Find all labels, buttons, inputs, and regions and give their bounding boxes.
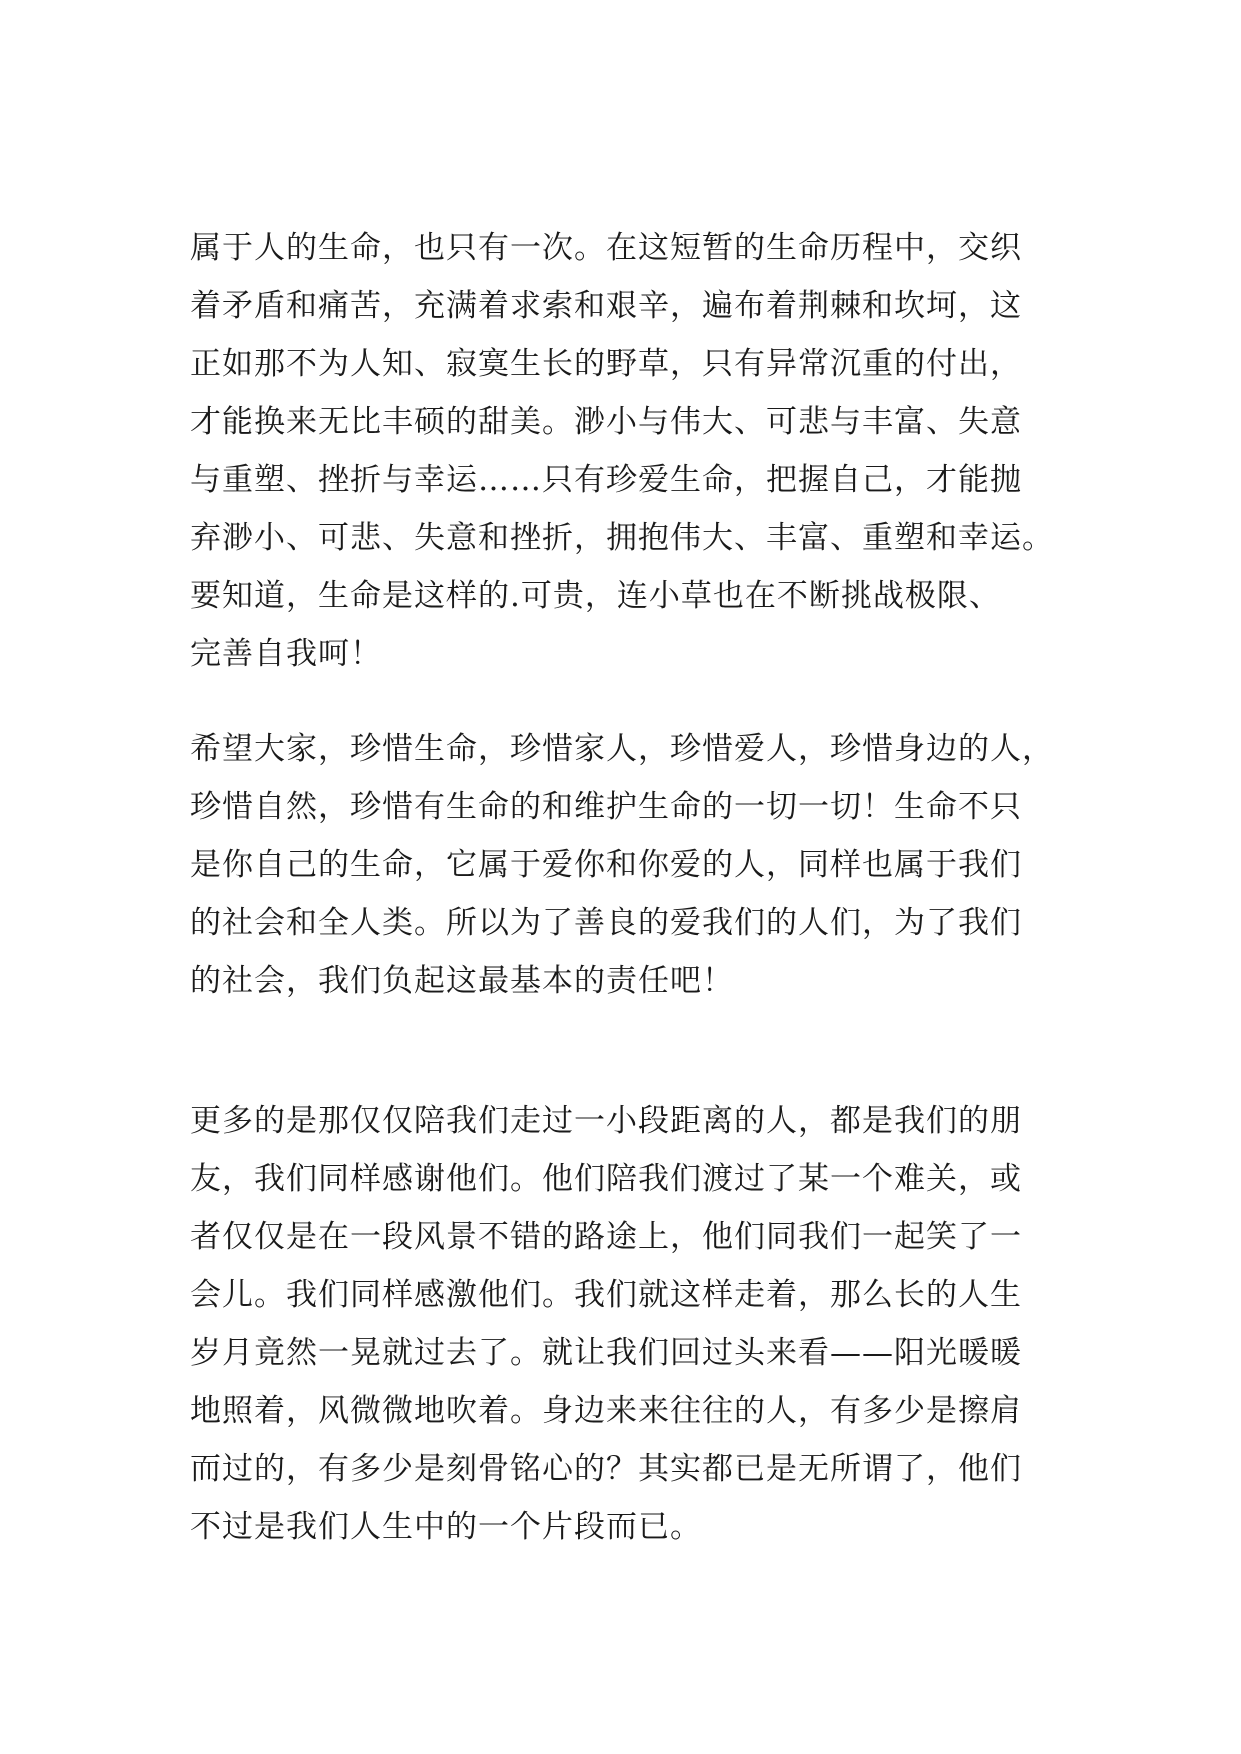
text-line: 会儿。我们同样感激他们。我们就这样走着，那么长的人生 bbox=[190, 1277, 1022, 1313]
paragraph-1 bbox=[190, 219, 1070, 683]
text-line: 要知道，生命是这样的.可贵，连小草也在不断挑战极限、 bbox=[190, 578, 1001, 614]
text-line: 地照着，风微微地吹着。身边来来往往的人，有多少是擦肩 bbox=[190, 1393, 1022, 1429]
text-line: 是你自己的生命，它属于爱你和你爱的人，同样也属于我们 bbox=[190, 847, 1022, 883]
text-line: 属于人的生命，也只有一次。在这短暂的生命历程中，交织 bbox=[190, 230, 1022, 266]
text-line: 与重塑、挫折与幸运……只有珍爱生命，把握自己，才能抛 bbox=[190, 462, 1022, 498]
text-line: 不过是我们人生中的一个片段而已。 bbox=[190, 1509, 702, 1545]
text-line: 者仅仅是在一段风景不错的路途上，他们同我们一起笑了一 bbox=[190, 1219, 1022, 1255]
text-line: 友，我们同样感谢他们。他们陪我们渡过了某一个难关，或 bbox=[190, 1161, 1022, 1197]
text-line: 弃渺小、可悲、失意和挫折，拥抱伟大、丰富、重塑和幸运。 bbox=[190, 520, 1054, 556]
text-line: 珍惜自然，珍惜有生命的和维护生命的一切一切！生命不只 bbox=[190, 789, 1022, 825]
text-line: 而过的，有多少是刻骨铭心的？其实都已是无所谓了，他们 bbox=[190, 1451, 1022, 1487]
text-line: 正如那不为人知、寂寞生长的野草，只有异常沉重的付出， bbox=[190, 346, 1022, 382]
text-line: 希望大家，珍惜生命，珍惜家人，珍惜爱人，珍惜身边的人， bbox=[190, 731, 1054, 767]
text-line: 更多的是那仅仅陪我们走过一小段距离的人，都是我们的朋 bbox=[190, 1103, 1022, 1139]
text-line: 才能换来无比丰硕的甜美。渺小与伟大、可悲与丰富、失意 bbox=[190, 404, 1022, 440]
text-line: 的社会，我们负起这最基本的责任吧！ bbox=[190, 963, 734, 999]
text-line: 完善自我呵！ bbox=[190, 636, 382, 672]
paragraph-2 bbox=[190, 720, 1070, 1010]
text-line: 岁月竟然一晃就过去了。就让我们回过头来看——阳光暖暖 bbox=[190, 1335, 1022, 1371]
text-line: 着矛盾和痛苦，充满着求索和艰辛，遍布着荆棘和坎坷，这 bbox=[190, 288, 1022, 324]
text-line: 的社会和全人类。所以为了善良的爱我们的人们，为了我们 bbox=[190, 905, 1022, 941]
paragraph-3 bbox=[190, 1092, 1070, 1556]
